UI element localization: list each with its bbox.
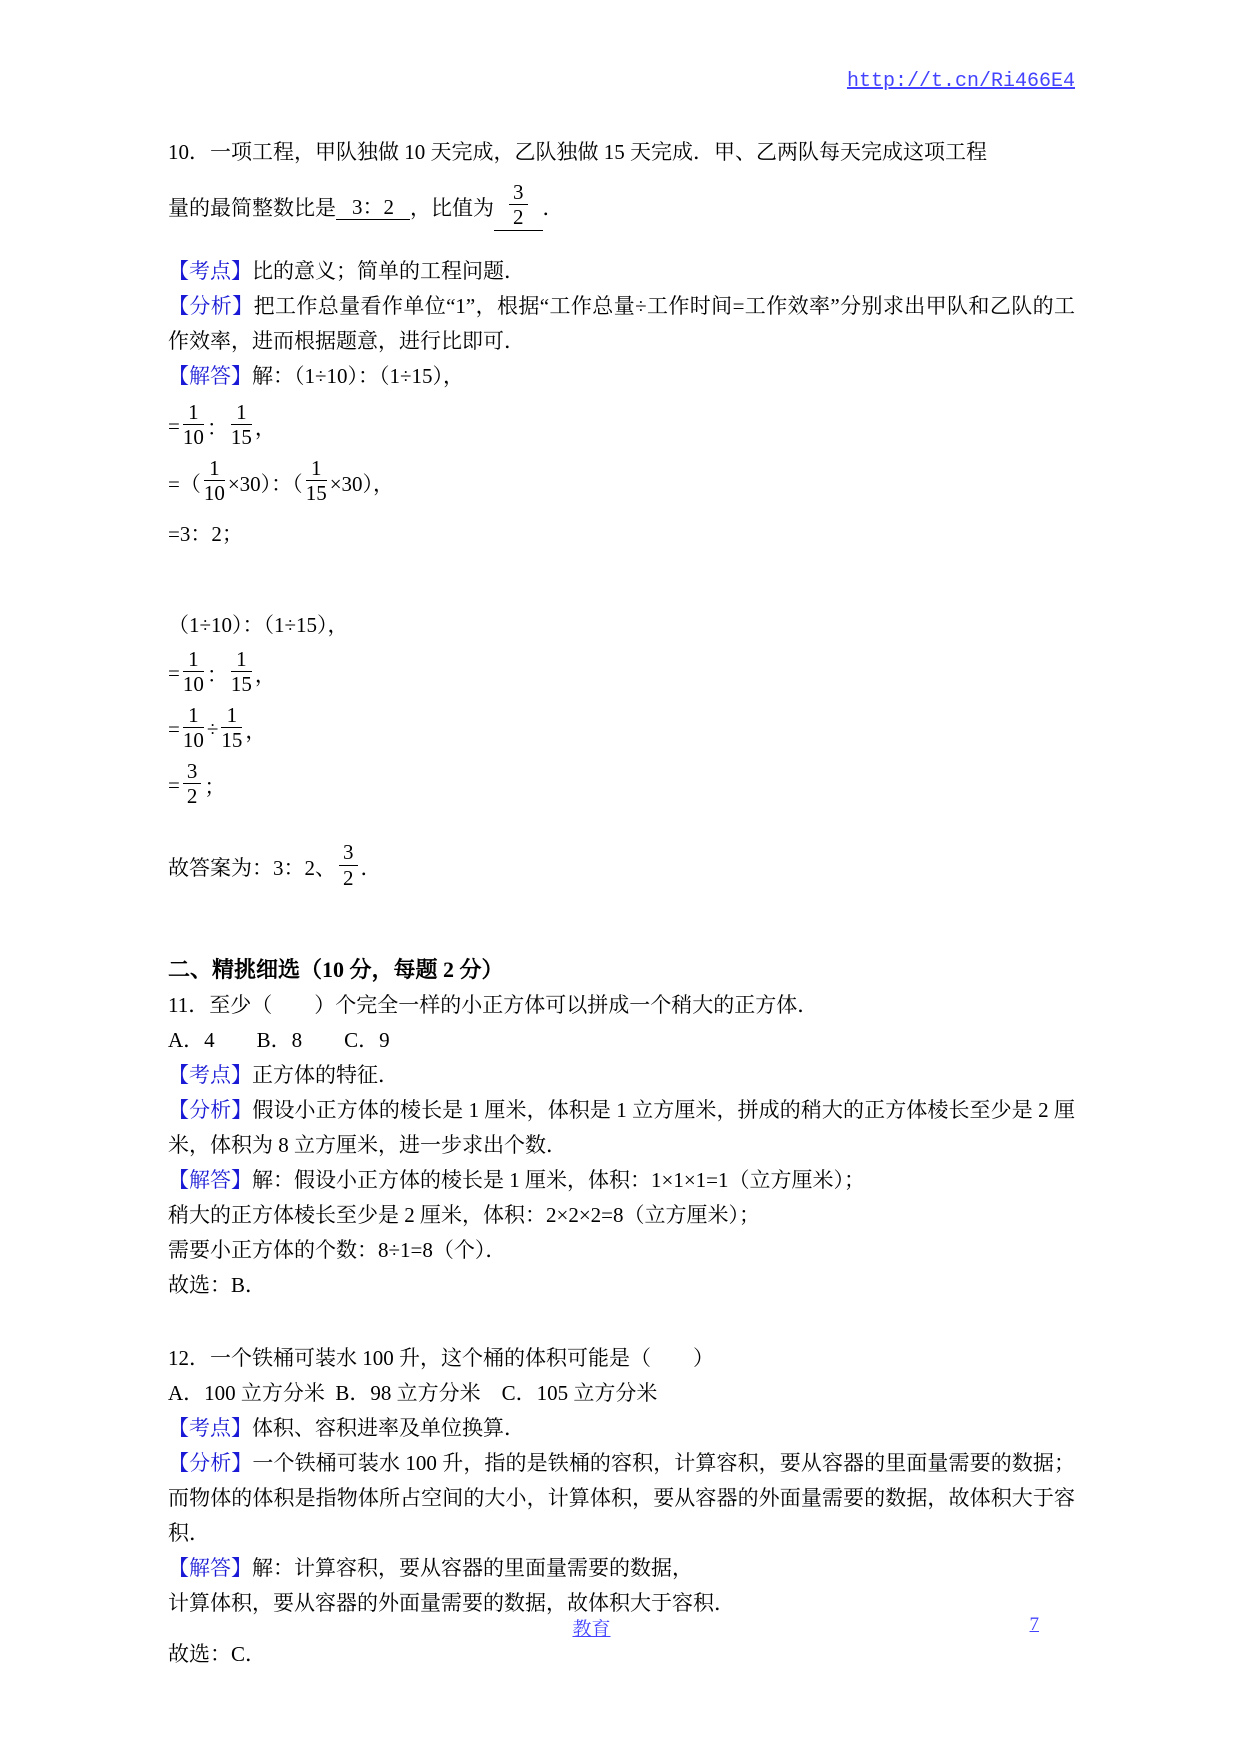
answer-text: ． <box>360 856 382 881</box>
work-line-1 <box>168 400 1075 450</box>
fraction-numerator: 1 <box>183 401 204 425</box>
fraction <box>221 704 242 751</box>
math-text: ： <box>206 415 228 440</box>
q10-fenxi <box>168 289 1075 359</box>
q12-jieda-line1 <box>168 1551 1075 1586</box>
answer-blank-fraction <box>494 179 543 231</box>
fraction <box>183 760 202 807</box>
math-text: ×30）：（ <box>227 471 303 496</box>
section-heading: 二、精挑细选（10 分，每题 2 分） <box>168 956 504 982</box>
q10-stem-suffix: ． <box>542 196 564 220</box>
q11-jieda-line2: 稍大的正方体棱长至少是 2 厘米，体积：2×2×2=8（立方厘米）； <box>168 1202 761 1227</box>
fraction-denominator: 10 <box>182 672 204 697</box>
q12-answer: 故选：C． <box>168 1641 267 1666</box>
kaodian-label: 【考点】 <box>168 1062 252 1087</box>
q12-fenxi <box>168 1446 1075 1551</box>
fraction-numerator: 1 <box>231 401 252 425</box>
q11-options: A．4 B．8 C．9 <box>168 1027 390 1052</box>
kaodian-label: 【考点】 <box>168 1415 252 1440</box>
work-line-2 <box>168 456 1075 506</box>
q11-stem: 11．至少（ ）个完全一样的小正方体可以拼成一个稍大的正方体． <box>168 992 819 1017</box>
fraction-numerator: 1 <box>204 457 225 481</box>
q10-final-answer <box>168 840 1075 890</box>
fenxi-label: 【分析】 <box>168 1097 253 1122</box>
answer-blank-ratio: 3：2 <box>336 195 410 220</box>
q10-jieda <box>168 359 1075 394</box>
fraction-numerator: 1 <box>306 457 327 481</box>
q11-jieda-line3: 需要小正方体的个数：8÷1=8（个）． <box>168 1237 507 1262</box>
q12-stem: 12．一个铁桶可装水 100 升，这个桶的体积可能是（ ） <box>168 1345 714 1370</box>
fraction-numerator: 3 <box>339 841 358 865</box>
fraction-numerator: 1 <box>231 648 252 672</box>
math-text: =（ <box>168 471 201 496</box>
work-line-6 <box>168 703 1075 753</box>
fraction <box>183 401 204 448</box>
q11-answer: 故选：B． <box>168 1272 267 1297</box>
jieda-label: 【解答】 <box>168 1555 252 1580</box>
q10-stem-prefix: 量的最简整数比是 <box>168 196 336 220</box>
jieda-label: 【解答】 <box>168 1167 252 1192</box>
math-text: = <box>168 661 180 686</box>
kaodian-text: 体积、容积进率及单位换算． <box>252 1415 525 1440</box>
work-line-4 <box>168 606 1075 641</box>
fraction-denominator: 10 <box>182 728 204 753</box>
q10-stem-line1: 10．一项工程，甲队独做 10 天完成，乙队独做 15 天完成．甲、乙两队每天完成这项工程 <box>168 140 987 164</box>
fraction <box>204 457 225 504</box>
fraction-numerator: 3 <box>183 760 202 784</box>
math-text: ， <box>254 662 276 687</box>
footer-site-link[interactable]: 教育 <box>572 1619 611 1640</box>
fraction-numerator: 3 <box>509 181 528 205</box>
answer-text: 故答案为：3：2、 <box>168 856 336 881</box>
math-text: ÷ <box>206 717 219 742</box>
fenxi-text: 假设小正方体的棱长是 1 厘米，体积是 1 立方厘米，拼成的稍大的正方体棱长至少是 2 厘米，体积为 8 立方厘米，进一步求出个数． <box>168 1097 1076 1157</box>
fraction-denominator: 15 <box>230 672 252 697</box>
q10-kaodian <box>168 254 1075 289</box>
fraction-denominator: 15 <box>230 425 252 450</box>
math-text: = <box>168 717 180 742</box>
q11-kaodian <box>168 1058 1075 1093</box>
work-line-7 <box>168 759 1075 809</box>
fraction-denominator: 10 <box>203 481 225 506</box>
kaodian-text: 比的意义；简单的工程问题． <box>252 259 525 283</box>
fraction-numerator: 1 <box>221 704 242 728</box>
math-text: ， <box>254 415 276 440</box>
math-text: ； <box>204 774 226 799</box>
fenxi-text: 一个铁桶可装水 100 升，指的是铁桶的容积，计算容积，要从容器的里面量需要的数据；而物体的体积是指物体所占空间的大小，计算体积，要从容器的外面量需要的数据，故体积大于容积． <box>168 1450 1076 1545</box>
math-text: ： <box>206 662 228 687</box>
page-header <box>168 70 1075 93</box>
math-text: =3：2； <box>168 521 243 546</box>
math-text: （1÷10）：（1÷15）， <box>168 612 349 637</box>
work-line-3 <box>168 515 1075 550</box>
q10-stem-mid: ，比值为 <box>410 196 494 220</box>
fraction <box>306 457 327 504</box>
fraction-denominator: 10 <box>182 425 204 450</box>
fraction-denominator: 2 <box>343 865 354 890</box>
jieda-text: 解：计算容积，要从容器的里面量需要的数据， <box>252 1555 693 1580</box>
fraction <box>183 704 204 751</box>
fraction-denominator: 15 <box>221 728 243 753</box>
jieda-text: 解：假设小正方体的棱长是 1 厘米，体积：1×1×1=1（立方厘米）； <box>252 1167 866 1192</box>
q12-kaodian <box>168 1411 1075 1446</box>
q11-jieda-line1 <box>168 1163 1075 1198</box>
math-text: = <box>168 773 180 798</box>
math-text: = <box>168 414 180 439</box>
jieda-text: 解：（1÷10）：（1÷15）， <box>252 364 465 388</box>
fraction-numerator: 1 <box>183 704 204 728</box>
jieda-label: 【解答】 <box>168 364 252 388</box>
math-text: ×30）， <box>329 471 395 496</box>
q10-stem-line2 <box>168 176 1075 238</box>
q12-jieda-line2: 计算体积，要从容器的外面量需要的数据，故体积大于容积． <box>168 1590 735 1615</box>
q12-options: A．100 立方分米 B．98 立方分米 C．105 立方分米 <box>168 1380 658 1405</box>
fenxi-text: 把工作总量看作单位“1”，根据“工作总量÷工作时间=工作效率”分别求出甲队和乙队的工作效率，进而根据题意，进行比即可． <box>168 294 1076 353</box>
fraction-denominator: 15 <box>305 481 327 506</box>
fraction <box>231 401 252 448</box>
header-link[interactable]: http://t.cn/Ri466E4 <box>846 70 1075 93</box>
fenxi-label: 【分析】 <box>168 1450 253 1475</box>
q11-fenxi <box>168 1093 1075 1163</box>
page-number[interactable]: 7 <box>1029 1614 1039 1635</box>
page-footer <box>168 1614 1075 1644</box>
work-line-5 <box>168 647 1075 697</box>
kaodian-text: 正方体的特征． <box>252 1062 399 1087</box>
fraction-denominator: 2 <box>186 784 198 809</box>
fraction <box>231 648 252 695</box>
fenxi-label: 【分析】 <box>168 294 254 318</box>
fraction <box>509 181 528 228</box>
fraction <box>183 648 204 695</box>
fraction <box>339 841 358 888</box>
fraction-denominator: 2 <box>513 205 524 229</box>
math-text: ， <box>245 718 267 743</box>
fraction-numerator: 1 <box>183 648 204 672</box>
kaodian-label: 【考点】 <box>168 259 252 283</box>
